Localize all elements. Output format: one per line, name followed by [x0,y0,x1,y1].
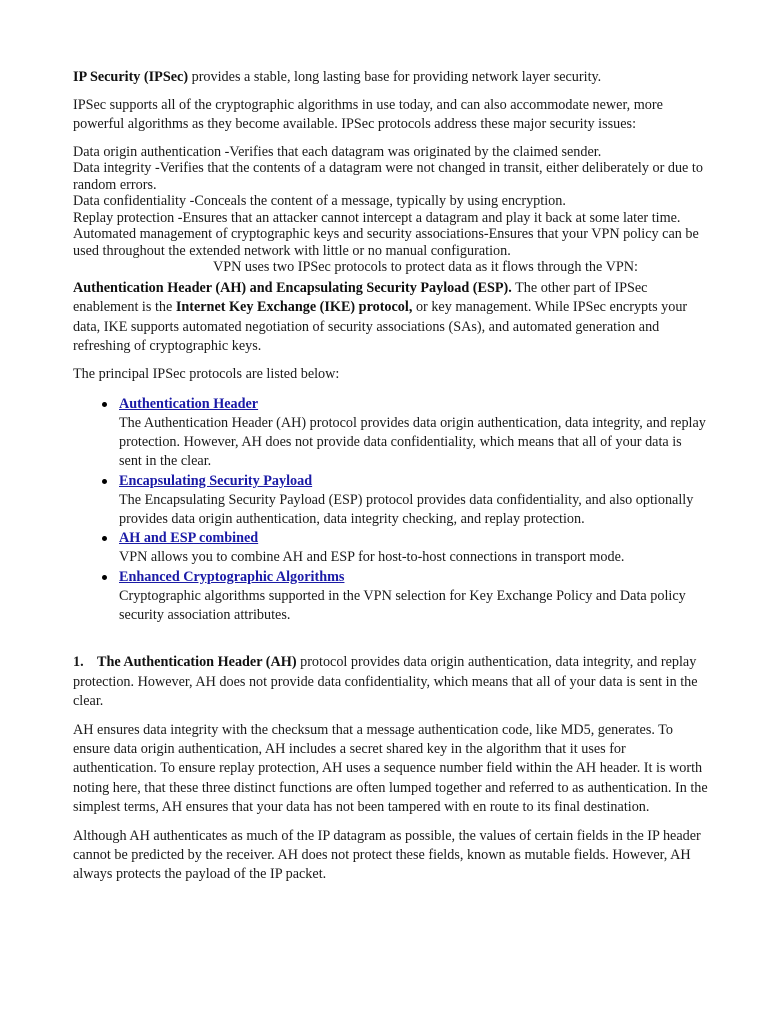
ike-bold: Internet Key Exchange (IKE) protocol, [175,299,413,316]
issue-key-management: Automated management of cryptographic keys and security associations-Ensures that your VPN policy can be used throughout the extended network with little or no manual configuration. [73,226,699,259]
section-1-paragraph [73,653,708,711]
link-encapsulating-security-payload[interactable]: Encapsulating Security Payload [119,472,313,489]
section-number: 1. [73,654,84,671]
list-item [119,568,708,626]
link-authentication-header[interactable]: Authentication Header [119,395,259,412]
ah-integrity-paragraph: AH ensures data integrity with the checksum that a message authentication code, like MD5, generates. To ensure data origin authentication, AH includes a secret shared key in the algorithm that it uses for authentication. To ensure replay protection, AH uses a sequence number field within the AH header. It is worth noting here, that these three distinct functions are often lumped together and referred to as authentication. In the simplest terms, AH ensures that your data has not been tampered with en route to its final destination. [73,721,708,816]
intro-paragraph [73,68,708,87]
ah-mutable-paragraph: Although AH authenticates as much of the IP datagram as possible, the values of certain fields in the IP header cannot be predicted by the receiver. AH does not protect these fields, known as mutable fields. However, AH always protects the payload of the IP packet. [73,827,701,883]
protocols-paragraph [73,279,708,357]
list-intro: The principal IPSec protocols are listed below: [73,366,340,383]
protocols-text-2: or key management. While IPSec encrypts your data, IKE supports automated negotiation of security associations (SAs), and automated generation and refreshing of cryptographic keys. [73,299,688,355]
vpn-protocols-line: VPN uses two IPSec protocols to protect data as it flows through the VPN: [213,259,638,276]
issue-origin-auth: Data origin authentication -Verifies that each datagram was originated by the claimed sender. [73,143,602,160]
ah-esp-bold: Authentication Header (AH) and Encapsulating Security Payload (ESP). [73,279,512,296]
link-enhanced-crypto-algorithms[interactable]: Enhanced Cryptographic Algorithms [119,568,345,585]
list-item [119,472,708,530]
issue-confidentiality: Data confidentiality -Conceals the content of a message, typically by using encryption. [73,193,566,210]
list-item [119,529,708,567]
link-ah-esp-combined[interactable]: AH and ESP combined [119,530,259,547]
list-item-desc: VPN allows you to combine AH and ESP for host-to-host connections in transport mode. [119,549,625,566]
protocols-text-1: The other part of IPSec enablement is the [73,279,648,316]
issue-integrity: Data integrity -Verifies that the contents of a datagram were not changed in transit, either deliberately or due to random errors. [73,160,703,193]
ipsec-support-paragraph: IPSec supports all of the cryptographic algorithms in use today, and can also accommodate newer, more powerful algorithms as they become available. IPSec protocols address these major security issues: [73,97,663,133]
list-item-desc: The Authentication Header (AH) protocol provides data origin authentication, data integrity, and replay protection. However, AH does not provide data confidentiality, which means that all of your data is sent in the clear. [119,415,706,470]
list-item-desc: Cryptographic algorithms supported in the VPN selection for Key Exchange Policy and Data policy security association attributes. [119,587,686,624]
spacer [73,625,708,653]
list-item-desc: The Encapsulating Security Payload (ESP) protocol provides data confidentiality, and also optionally provides data origin authentication, data integrity checking, and replay protection. [119,491,694,528]
security-issues [73,144,708,276]
section-1-heading: The Authentication Header (AH) [97,654,297,671]
intro-text: provides a stable, long lasting base for providing network layer security. [188,69,602,85]
protocols-list [73,395,708,625]
list-item [119,395,708,472]
intro-title: IP Security (IPSec) [73,69,189,85]
section-1-text: protocol provides data origin authentication, data integrity, and replay protection. However, AH does not provide data confidentiality, which means that all of your data is sent in the clear. [73,654,698,710]
issue-replay: Replay protection -Ensures that an attacker cannot intercept a datagram and play it back at some later time. [73,209,681,226]
